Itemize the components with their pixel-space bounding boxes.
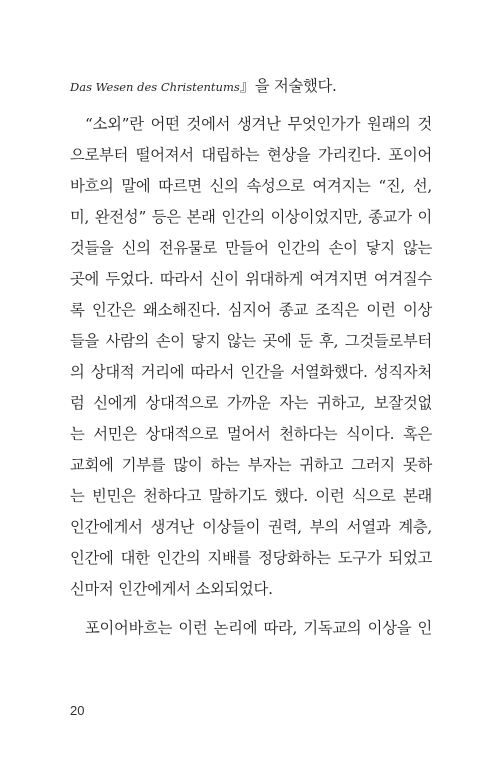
- text-line: 바흐의 말에 따르면 신의 속성으로 여겨지는 “진, 선,: [70, 177, 432, 195]
- text-line: 들을 사람의 손이 닿지 않는 곳에 둔 후, 그것들로부터: [70, 332, 432, 350]
- book-title: Das Wesen des Christentums: [70, 80, 240, 94]
- text-line: 으로부터 떨어져서 대립하는 현상을 가리킨다. 포이어: [70, 146, 432, 164]
- text-line: 교회에 기부를 많이 하는 부자는 귀하고 그러지 못하: [70, 456, 432, 474]
- text-line: 의 상대적 거리에 따라서 인간을 서열화했다. 성직자처: [70, 363, 432, 381]
- text-line: 는 빈민은 천하다고 말하기도 했다. 이런 식으로 본래: [70, 487, 432, 505]
- title-line: [70, 76, 432, 97]
- text-line: 인간에게서 생겨난 이상들이 권력, 부의 서열과 계층,: [70, 518, 432, 536]
- text-line-last: 신마저 인간에게서 소외되었다.: [70, 580, 273, 598]
- title-line-rest: 』을 저술했다.: [239, 77, 337, 95]
- text-line: 록 인간은 왜소해진다. 심지어 종교 조직은 이런 이상: [70, 301, 432, 319]
- text-line: 럼 신에게 상대적으로 가까운 자는 귀하고, 보잘것없: [70, 394, 432, 412]
- text-line: 인간에 대한 인간의 지배를 정당화하는 도구가 되었고: [70, 549, 432, 567]
- text-line: 미, 완전성” 등은 본래 인간의 이상이었지만, 종교가 이: [70, 208, 432, 226]
- text-line: “소외”란 어떤 것에서 생겨난 무엇인가가 원래의 것: [85, 115, 432, 133]
- text-line: 는 서민은 상대적으로 멀어서 천하다는 식이다. 혹은: [70, 425, 432, 443]
- page-number: 20: [70, 703, 85, 718]
- text-line: 것들을 신의 전유물로 만들어 인간의 손이 닿지 않는: [70, 239, 432, 257]
- text-line: 곳에 두었다. 따라서 신이 위대하게 여겨지면 여겨질수: [70, 270, 432, 288]
- text-line: 포이어바흐는 이런 논리에 따라, 기독교의 이상을 인: [85, 619, 432, 637]
